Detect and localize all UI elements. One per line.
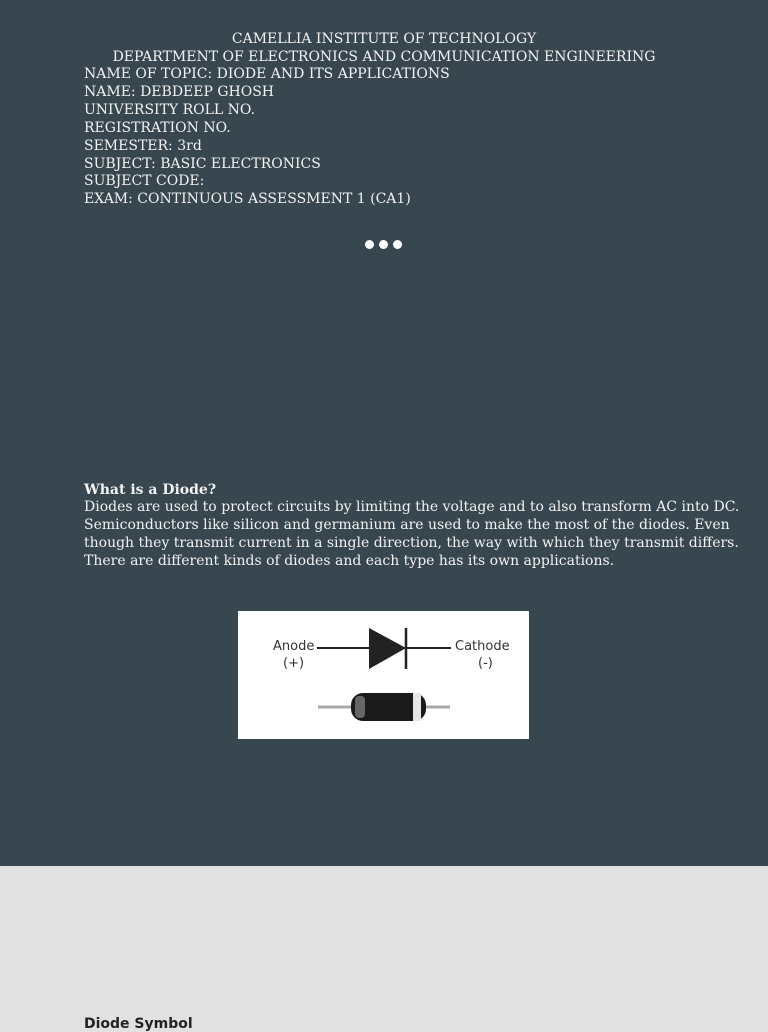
dot [365,240,374,249]
section-paragraph [84,498,740,570]
topic-line: NAME OF TOPIC: DIODE AND ITS APPLICATIONS [84,66,450,82]
subject-code-line: SUBJECT CODE: [84,173,205,190]
ellipsis-separator [365,240,402,249]
next-page-heading: Diode Symbol [84,1016,193,1032]
diode-figure [238,611,529,739]
cathode-label: Cathode [455,639,510,654]
dot [393,240,402,249]
institute-title: CAMELLIA INSTITUTE OF TECHNOLOGY [231,31,537,47]
cover-details [84,66,450,209]
diode-triangle [369,628,406,669]
department-title: DEPARTMENT OF ELECTRONICS AND COMMUNICATION ENGINEERING [112,49,656,65]
subject-line: SUBJECT: BASIC ELECTRONICS [84,155,321,172]
dot [379,240,388,249]
diode-cathode-band [413,693,421,721]
diode-highlight [355,696,365,718]
name-line: NAME: DEBDEEP GHOSH [84,83,275,100]
paragraph-line: There are different kinds of diodes and each type has its own applications. [84,553,615,569]
roll-no-line: UNIVERSITY ROLL NO. [84,101,256,118]
paragraph-line: Semiconductors like silicon and germanium are used to make the most of the diodes. Even [84,517,730,533]
paragraph-line: though they transmit current in a single direction, the way with which they transmit differs. [84,535,739,551]
anode-sign: (+) [283,656,305,671]
registration-line: REGISTRATION NO. [84,119,231,136]
section-heading: What is a Diode? [84,482,217,498]
semester-line: SEMESTER: 3rd [84,137,202,154]
exam-line: EXAM: CONTINUOUS ASSESSMENT 1 (CA1) [84,191,411,208]
anode-label: Anode [273,639,315,654]
paragraph-line: Diodes are used to protect circuits by limiting the voltage and to also transform AC into DC. [84,499,740,515]
cathode-sign: (-) [478,656,493,671]
diode-symbol-image [238,611,529,739]
